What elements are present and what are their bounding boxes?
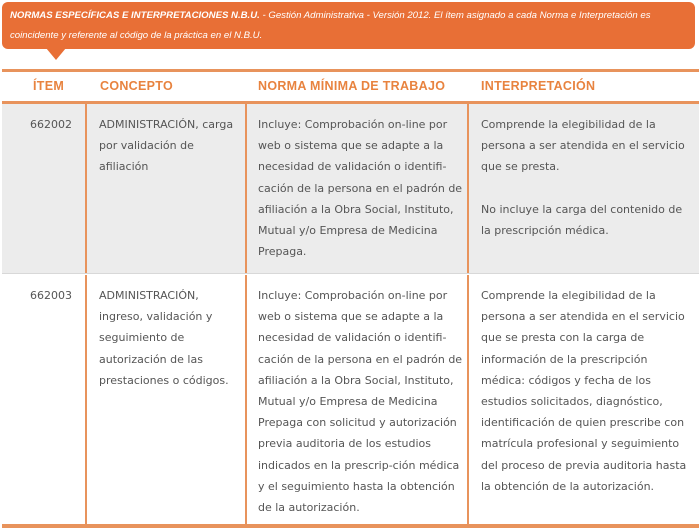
banner-pointer bbox=[46, 48, 66, 60]
column-divider bbox=[467, 275, 469, 524]
column-divider bbox=[245, 104, 247, 273]
norma: Incluye: Comprobación on-line por web o sistema que se adapte a la necesidad de validación o identifi-cación de la persona en el padrón de afiliación a la Obra Social, Instituto, Mutual y/o Empresa de Medicina Prepaga. bbox=[258, 118, 463, 259]
column-divider bbox=[85, 275, 87, 524]
header-item: ÍTEM bbox=[33, 79, 65, 93]
interpretacion-paragraph: Comprende la elegibilidad de la persona a ser atendida en el servicio que se presta con la carga de información de la prescripción médica: códigos y fecha de los estudios solicitados, diagnóstico, identificación de quien prescribe con matrícula profesional y seguimiento del proceso de previa auditoria hasta la obtención de la autorización. bbox=[481, 289, 687, 493]
table-row bbox=[2, 104, 699, 274]
item-code: 662003 bbox=[30, 289, 72, 302]
header-banner bbox=[2, 2, 695, 49]
banner-title: NORMAS ESPECÍFICAS E INTERPRETACIONES N.B.U. bbox=[10, 10, 260, 21]
column-divider bbox=[85, 104, 87, 273]
concepto: ADMINISTRACIÓN, carga por validación de afiliación bbox=[99, 118, 234, 174]
interpretacion-paragraph: No incluye la carga del contenido de la prescripción médica. bbox=[481, 202, 683, 237]
interpretacion-paragraph: Comprende la elegibilidad de la persona a ser atendida en el servicio que se presta. bbox=[481, 118, 685, 174]
concepto: ADMINISTRACIÓN, ingreso, validación y seguimiento de autorización de las prestaciones o códigos. bbox=[99, 289, 229, 387]
item-code: 662002 bbox=[30, 118, 72, 131]
table-row bbox=[2, 275, 699, 524]
norma: Incluye: Comprobación on-line por web o sistema que se adapte a la necesidad de validación o identifi-cación de la persona en el padrón de afiliación a la Obra Social, Instituto, Mutual y/o Empresa de Medicina Prepaga con solicitud y autorización previa auditoria de los estudios indicados en la prescrip-ción médica y el seguimiento hasta la obtención de la autorización. bbox=[258, 289, 463, 515]
column-divider bbox=[245, 275, 247, 524]
divider bbox=[2, 524, 699, 528]
header-interpretacion: INTERPRETACIÓN bbox=[481, 79, 596, 93]
interpretacion bbox=[481, 285, 693, 497]
column-divider bbox=[467, 104, 469, 273]
banner-text: - Gestión Administrativa - Versión 2012. El ítem asignado a cada Norma e Interpretación es coincidente y referente al código de la práctica en el N.B.U. bbox=[10, 10, 651, 41]
interpretacion bbox=[481, 114, 693, 241]
header-concepto: CONCEPTO bbox=[100, 79, 174, 93]
header-norma: NORMA MÍNIMA DE TRABAJO bbox=[258, 79, 446, 93]
divider bbox=[2, 69, 699, 72]
